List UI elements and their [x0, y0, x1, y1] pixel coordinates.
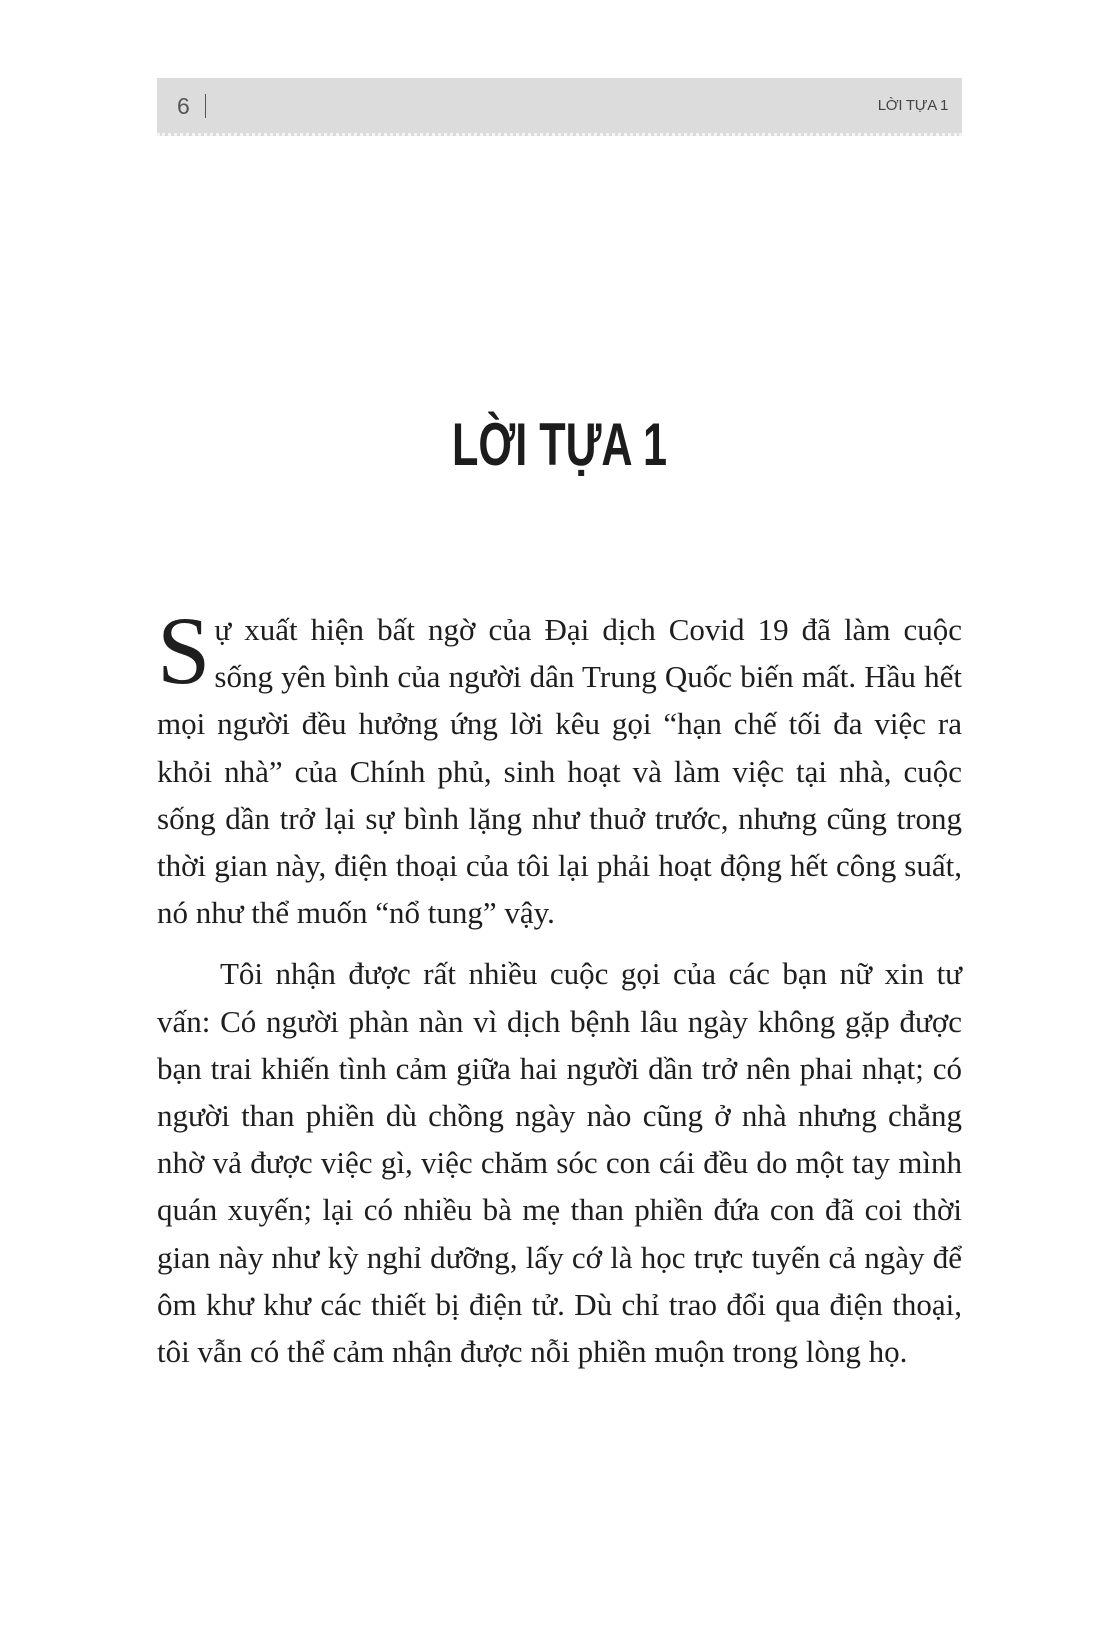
drop-cap: S	[157, 597, 211, 704]
paragraph-1	[157, 597, 962, 936]
chapter-title: LỜI TỰA 1	[451, 411, 668, 478]
page-number: 6	[177, 93, 190, 119]
running-title: LỜI TỰA 1	[877, 97, 948, 114]
running-header	[157, 78, 962, 136]
paragraph-1-text: ự xuất hiện bất ngờ của Đại dịch Covid 19 đã làm cuộc sống yên bình của người dân Trung Quốc biến mất. Hầu hết mọi người đều hưởng ứng lời kêu gọi “hạn chế tối đa việc ra khỏi nhà” của Chính phủ, sinh hoạt và làm việc tại nhà, cuộc sống dần trở lại sự bình lặng như thuở trước, nhưng cũng trong thời gian này, điện thoại của tôi lại phải hoạt động hết công suất, nó như thể muốn “nổ tung” vậy.	[157, 612, 962, 931]
body-text	[157, 597, 962, 1375]
header-divider	[205, 94, 206, 118]
paragraph-2: Tôi nhận được rất nhiều cuộc gọi của các bạn nữ xin tư vấn: Có người phàn nàn vì dịch bệnh lâu ngày không gặp được bạn trai khiến tình cảm giữa hai người dần trở nên phai nhạt; có người than phiền dù chồng ngày nào cũng ở nhà nhưng chẳng nhờ vả được việc gì, việc chăm sóc con cái đều do một tay mình quán xuyến; lại có nhiều bà mẹ than phiền đứa con đã coi thời gian này như kỳ nghỉ dưỡng, lấy cớ là học trực tuyến cả ngày để ôm khư khư các thiết bị điện tử. Dù chỉ trao đổi qua điện thoại, tôi vẫn có thể cảm nhận được nỗi phiền muộn trong lòng họ.	[157, 956, 962, 1370]
